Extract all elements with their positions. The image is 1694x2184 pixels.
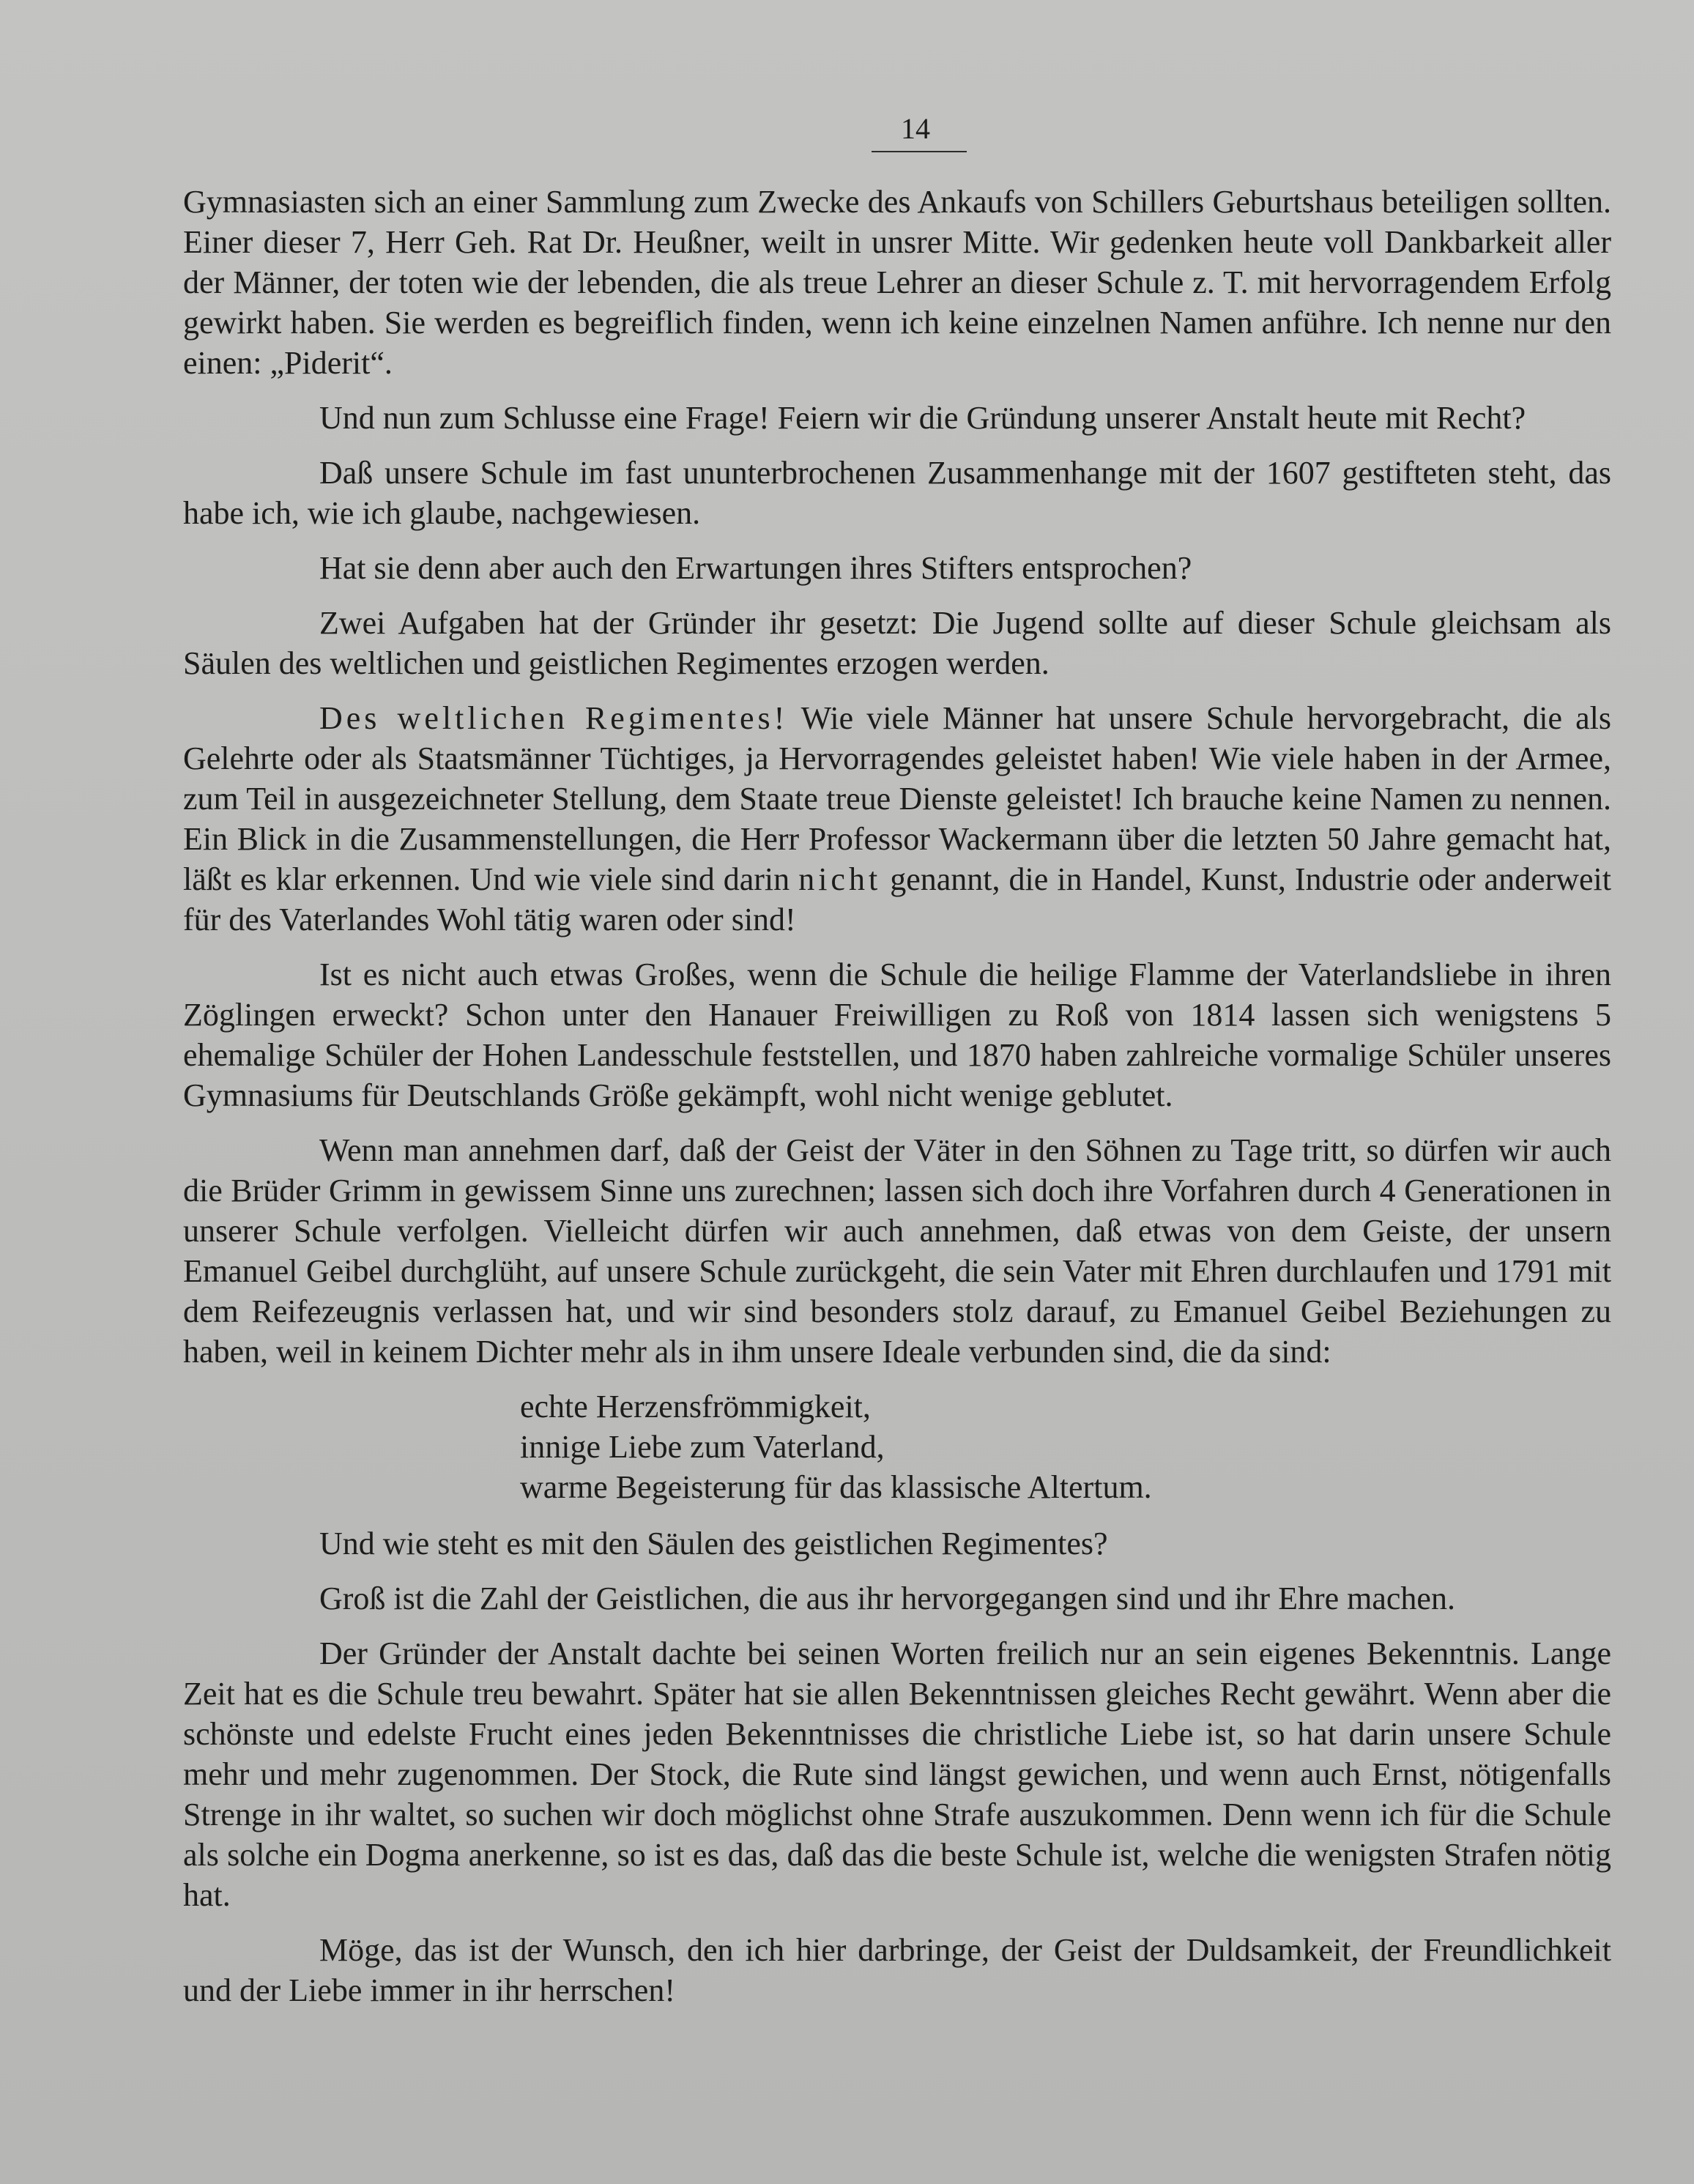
paragraph-1: Gymnasiasten sich an einer Sammlung zum Zwecke des Ankaufs von Schillers Geburtshaus beteiligen sollten. Einer dieser 7, Herr Geh. Rat Dr. Heußner, weilt in unsrer Mitte. Wir gedenken heute voll Dankbarkeit aller der Männer, der toten wie der lebenden, die als treue Lehrer an dieser Schule z. T. mit hervorragendem Erfolg gewirkt haben. Sie werden es begreiflich finden, wenn ich keine einzelnen Namen anführe. Ich nenne nur den einen: „Piderit“. (183, 184, 1611, 381)
emphasis-weltlichen: Des weltlichen Regimentes! (319, 700, 789, 736)
paragraph-3: Daß unsere Schule im fast ununterbrochenen Zusammenhange mit der 1607 gestifteten steht, das habe ich, wie ich glaube, nachgewiesen. (183, 455, 1611, 531)
paragraph-5: Zwei Aufgaben hat der Gründer ihr gesetzt: Die Jugend sollte auf dieser Schule gleichsam als Säulen des weltlichen und geistlichen Regimentes erzogen werden. (183, 605, 1611, 681)
verse-line: innige Liebe zum Vaterland, (520, 1429, 885, 1465)
paragraph-10: Groß ist die Zahl der Geistlichen, die aus ihr hervorgegangen sind und ihr Ehre machen. (319, 1581, 1455, 1616)
paragraph-4: Hat sie denn aber auch den Erwartungen ihres Stifters entsprochen? (319, 550, 1192, 586)
paragraph-12: Möge, das ist der Wunsch, den ich hier darbringe, der Geist der Duldsamkeit, der Freundlichkeit und der Liebe immer in ihr herrschen! (183, 1932, 1611, 2008)
paragraph-11: Der Gründer der Anstalt dachte bei seinen Worten freilich nur an sein eigenes Bekenntnis. Lange Zeit hat es die Schule treu bewahrt. Später hat sie allen Bekenntnissen gleiches Recht gewährt. Wenn aber die schönste und edelste Frucht eines jeden Bekenntnisses die christliche Liebe ist, so hat darin unsere Schule mehr und mehr zugenommen. Der Stock, die Rute sind längst gewichen, und wenn auch Ernst, nötigenfalls Strenge in ihr waltet, so suchen wir doch möglichst ohne Strafe auszukommen. Denn wenn ich für die Schule als solche ein Dogma anerkenne, so ist es das, daß das die beste Schule ist, welche die wenigsten Strafen nötig hat. (183, 1635, 1611, 1913)
emphasis-nicht: nicht (798, 861, 882, 897)
page-number: 14 (901, 112, 930, 145)
body-text (183, 182, 1611, 2025)
page-number-rule (872, 151, 967, 152)
paragraph-9: Und wie steht es mit den Säulen des geistlichen Regimentes? (319, 1526, 1108, 1561)
verse-line: echte Herzensfrömmigkeit, (520, 1389, 871, 1425)
paragraph-6-text-b: genannt, die in Handel, Kunst, Industrie oder anderweit für des Vaterlandes Wohl tätig waren oder sind! (183, 861, 1611, 937)
paragraph-6-text-a: Wie viele Männer hat unsere Schule hervorgebracht, die als Gelehrte oder als Staatsmänner Tüchtiges, ja Hervorragendes geleistet haben! Wie viele haben in der Armee, zum Teil in ausgezeichneter Stellung, dem Staate treue Dienste geleistet! Ich brauche keine Namen zu nennen. Ein Blick in die Zusammenstellungen, die Herr Professor Wackermann über die letzten 50 Jahre gemacht hat, läßt es klar erkennen. Und wie viele sind darin (183, 700, 1611, 897)
paragraph-7: Ist es nicht auch etwas Großes, wenn die Schule die heilige Flamme der Vaterlandsliebe in ihren Zöglingen erweckt? Schon unter den Hanauer Freiwilligen zu Roß von 1814 lassen sich wenigstens 5 ehemalige Schüler der Hohen Landesschule feststellen, und 1870 haben zahlreiche vormalige Schüler unseres Gymnasiums für Deutschlands Größe gekämpft, wohl nicht wenige geblutet. (183, 957, 1611, 1113)
verse-block (520, 1386, 1611, 1507)
verse-line: warme Begeisterung für das klassische Altertum. (520, 1469, 1152, 1505)
paragraph-6 (183, 698, 1611, 940)
paragraph-8: Wenn man annehmen darf, daß der Geist der Väter in den Söhnen zu Tage tritt, so dürfen wir auch die Brüder Grimm in gewissem Sinne uns zurechnen; lassen sich doch ihre Vorfahren durch 4 Generationen in unserer Schule verfolgen. Vielleicht dürfen wir auch annehmen, daß etwas von dem Geiste, der unsern Emanuel Geibel durchglüht, auf unsere Schule zurückgeht, die sein Vater mit Ehren durchlaufen und 1791 mit dem Reifezeugnis verlassen hat, und wir sind besonders stolz darauf, zu Emanuel Geibel Beziehungen zu haben, weil in keinem Dichter mehr als in ihm unsere Ideale verbunden sind, die da sind: (183, 1132, 1611, 1370)
paragraph-2: Und nun zum Schlusse eine Frage! Feiern wir die Gründung unserer Anstalt heute mit Recht? (319, 400, 1526, 436)
